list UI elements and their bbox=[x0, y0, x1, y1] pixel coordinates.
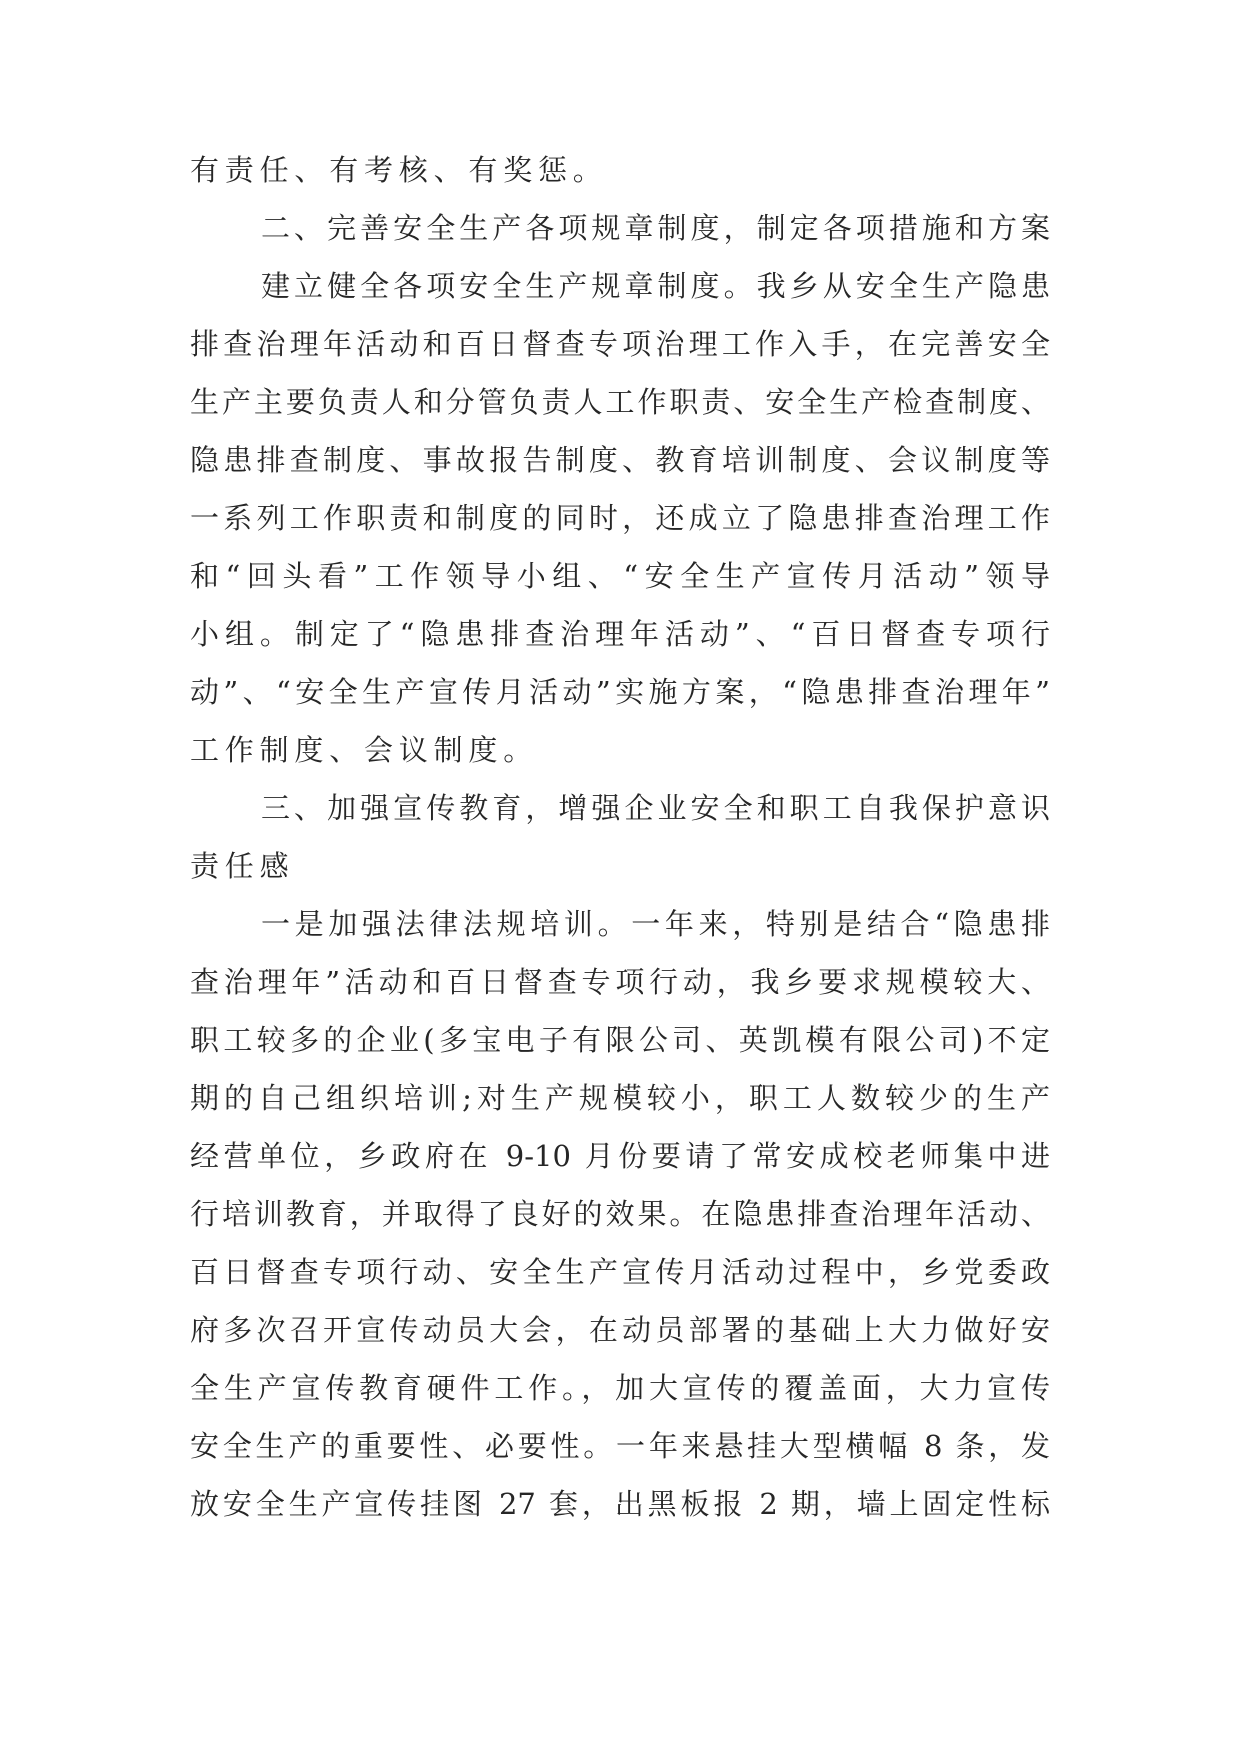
text-line: 和“回头看”工作领导小组、“安全生产宣传月活动”领导 bbox=[190, 559, 1050, 593]
text-line: 行培训教育，并取得了良好的效果。在隐患排查治理年活动、 bbox=[190, 1197, 1050, 1231]
text-line: 府多次召开宣传动员大会，在动员部署的基础上大力做好安 bbox=[190, 1313, 1050, 1347]
text-line: 隐患排查制度、事故报告制度、教育培训制度、会议制度等 bbox=[190, 443, 1050, 477]
section-heading-continued: 责任感 bbox=[190, 849, 295, 883]
text-line: 经营单位，乡政府在 9-10 月份要请了常安成校老师集中进 bbox=[190, 1139, 1050, 1173]
text-line: 有责任、有考核、有奖惩。 bbox=[190, 153, 608, 187]
text-line: 百日督查专项行动、安全生产宣传月活动过程中，乡党委政 bbox=[190, 1255, 1050, 1289]
section-heading: 三、加强宣传教育，增强企业安全和职工自我保护意识 bbox=[261, 791, 1050, 825]
text-line: 职工较多的企业(多宝电子有限公司、英凯模有限公司)不定 bbox=[190, 1023, 1050, 1057]
text-line: 查治理年”活动和百日督查专项行动，我乡要求规模较大、 bbox=[190, 965, 1050, 999]
text-line: 放安全生产宣传挂图 27 套，出黑板报 2 期，墙上固定性标 bbox=[190, 1487, 1050, 1521]
text-line: 工作制度、会议制度。 bbox=[190, 733, 539, 767]
text-line: 动”、“安全生产宣传月活动”实施方案，“隐患排查治理年” bbox=[190, 675, 1050, 709]
text-line: 安全生产的重要性、必要性。一年来悬挂大型横幅 8 条，发 bbox=[190, 1429, 1050, 1463]
text-line: 一是加强法律法规培训。一年来，特别是结合“隐患排 bbox=[261, 907, 1050, 941]
text-line: 排查治理年活动和百日督查专项治理工作入手，在完善安全 bbox=[190, 327, 1050, 361]
text-line: 期的自己组织培训;对生产规模较小，职工人数较少的生产 bbox=[190, 1081, 1050, 1115]
text-line: 小组。制定了“隐患排查治理年活动”、“百日督查专项行 bbox=[190, 617, 1050, 651]
text-line: 一系列工作职责和制度的同时，还成立了隐患排查治理工作 bbox=[190, 501, 1050, 535]
section-heading: 二、完善安全生产各项规章制度，制定各项措施和方案 bbox=[261, 211, 1050, 245]
text-line: 生产主要负责人和分管负责人工作职责、安全生产检查制度、 bbox=[190, 385, 1050, 419]
text-line: 全生产宣传教育硬件工作。，加大宣传的覆盖面，大力宣传 bbox=[190, 1371, 1050, 1405]
text-line: 建立健全各项安全生产规章制度。我乡从安全生产隐患 bbox=[261, 269, 1050, 303]
